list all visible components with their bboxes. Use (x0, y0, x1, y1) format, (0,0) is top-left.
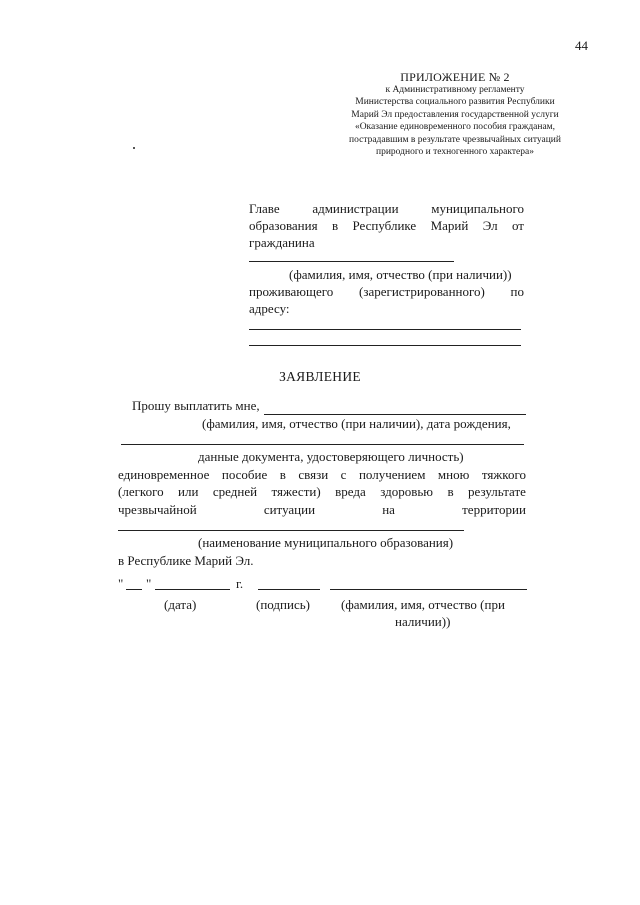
word: в (447, 484, 454, 499)
addressee-line-2 (249, 217, 524, 234)
page-number: 44 (575, 38, 588, 53)
word: единовременное (118, 466, 210, 482)
caption-signature: (подпись) (256, 597, 310, 612)
word: результате (468, 484, 526, 499)
address-line-1[interactable] (249, 329, 521, 330)
word: Эл (482, 218, 498, 233)
addressee-line-1 (249, 200, 524, 217)
document-data-line[interactable] (121, 444, 524, 445)
document-title: ЗАЯВЛЕНИЕ (279, 369, 361, 384)
word: здоровью (380, 484, 433, 499)
word: мною (437, 466, 470, 482)
request-row (118, 397, 526, 415)
caption-municipality: (наименование муниципального образования) (198, 535, 454, 550)
appendix-line: Министерства социального развития Республики (355, 97, 555, 108)
word: на (382, 501, 395, 517)
appendix-line: природного и техногенного характера» (376, 147, 534, 158)
closing-line: в Республике Марий Эл. (118, 552, 254, 568)
quote-open: " (118, 576, 124, 591)
request-name-line[interactable] (264, 402, 526, 415)
addressee-block (249, 200, 524, 346)
caption-name-dob: (фамилия, имя, отчество (при наличии), дата рождения, (202, 415, 511, 431)
appendix-line: «Оказание единовременного пособия гражданам, (354, 122, 556, 133)
word: (легкого (118, 484, 164, 499)
word: проживающего (249, 284, 334, 299)
word: муниципального (431, 201, 524, 216)
caption-date: (дата) (164, 597, 197, 612)
addressee-line-6: адресу: (249, 301, 290, 316)
word: Республике (352, 218, 417, 233)
word: образования (249, 218, 318, 233)
word: или (178, 484, 199, 499)
quote-close: " (146, 576, 152, 591)
word: Главе (249, 201, 280, 216)
signature-captions (118, 596, 528, 636)
word: связи (298, 466, 329, 482)
word: чрезвычайной (118, 501, 197, 517)
address-line-2[interactable] (249, 345, 521, 346)
paragraph-line-2 (118, 483, 526, 501)
appendix-line: Марий Эл предоставления государственной услуги (351, 109, 559, 120)
month-line[interactable] (155, 589, 230, 590)
addressee-line-5 (249, 283, 524, 300)
applicant-name-caption: (фамилия, имя, отчество (при наличии)) (289, 267, 512, 282)
word: тяжести) (271, 484, 321, 499)
appendix-line: пострадавшим в результате чрезвычайных ситуаций (349, 134, 561, 145)
word: с (340, 466, 347, 482)
word: в (331, 218, 339, 233)
word: получением (358, 466, 426, 482)
request-prefix: Прошу выплатить мне, (132, 398, 260, 413)
signature-row (118, 576, 528, 596)
paragraph-line-3 (118, 501, 526, 519)
word: вреда (335, 484, 366, 499)
word: в (279, 466, 286, 482)
caption-signer-name-cont: наличии)) (395, 614, 451, 629)
word: Марий (430, 218, 469, 233)
appendix-title: ПРИЛОЖЕНИЕ № 2 (400, 70, 510, 84)
signature-line[interactable] (258, 589, 320, 590)
year-suffix: г. (236, 576, 244, 591)
addressee-line-3: гражданина (249, 235, 315, 250)
word: пособие (221, 466, 268, 482)
caption-document: данные документа, удостоверяющего личность) (198, 449, 464, 464)
appendix-header (330, 70, 580, 158)
word: от (511, 218, 524, 233)
municipality-line[interactable] (118, 530, 464, 531)
appendix-line: к Административному регламенту (385, 85, 525, 95)
word: территории (462, 501, 526, 517)
caption-signer-name: (фамилия, имя, отчество (при (341, 597, 505, 612)
word: средней (212, 484, 258, 499)
applicant-name-line[interactable] (249, 261, 454, 262)
day-line[interactable] (126, 589, 142, 590)
application-body (118, 397, 526, 569)
word: (зарегистрированного) (358, 284, 485, 299)
word: ситуации (263, 501, 316, 517)
signer-name-line[interactable] (330, 589, 527, 590)
word: администрации (312, 201, 399, 216)
paragraph-line-1 (118, 466, 526, 484)
word: тяжкого (481, 466, 526, 482)
word: по (510, 284, 524, 299)
scan-speck (133, 147, 135, 149)
